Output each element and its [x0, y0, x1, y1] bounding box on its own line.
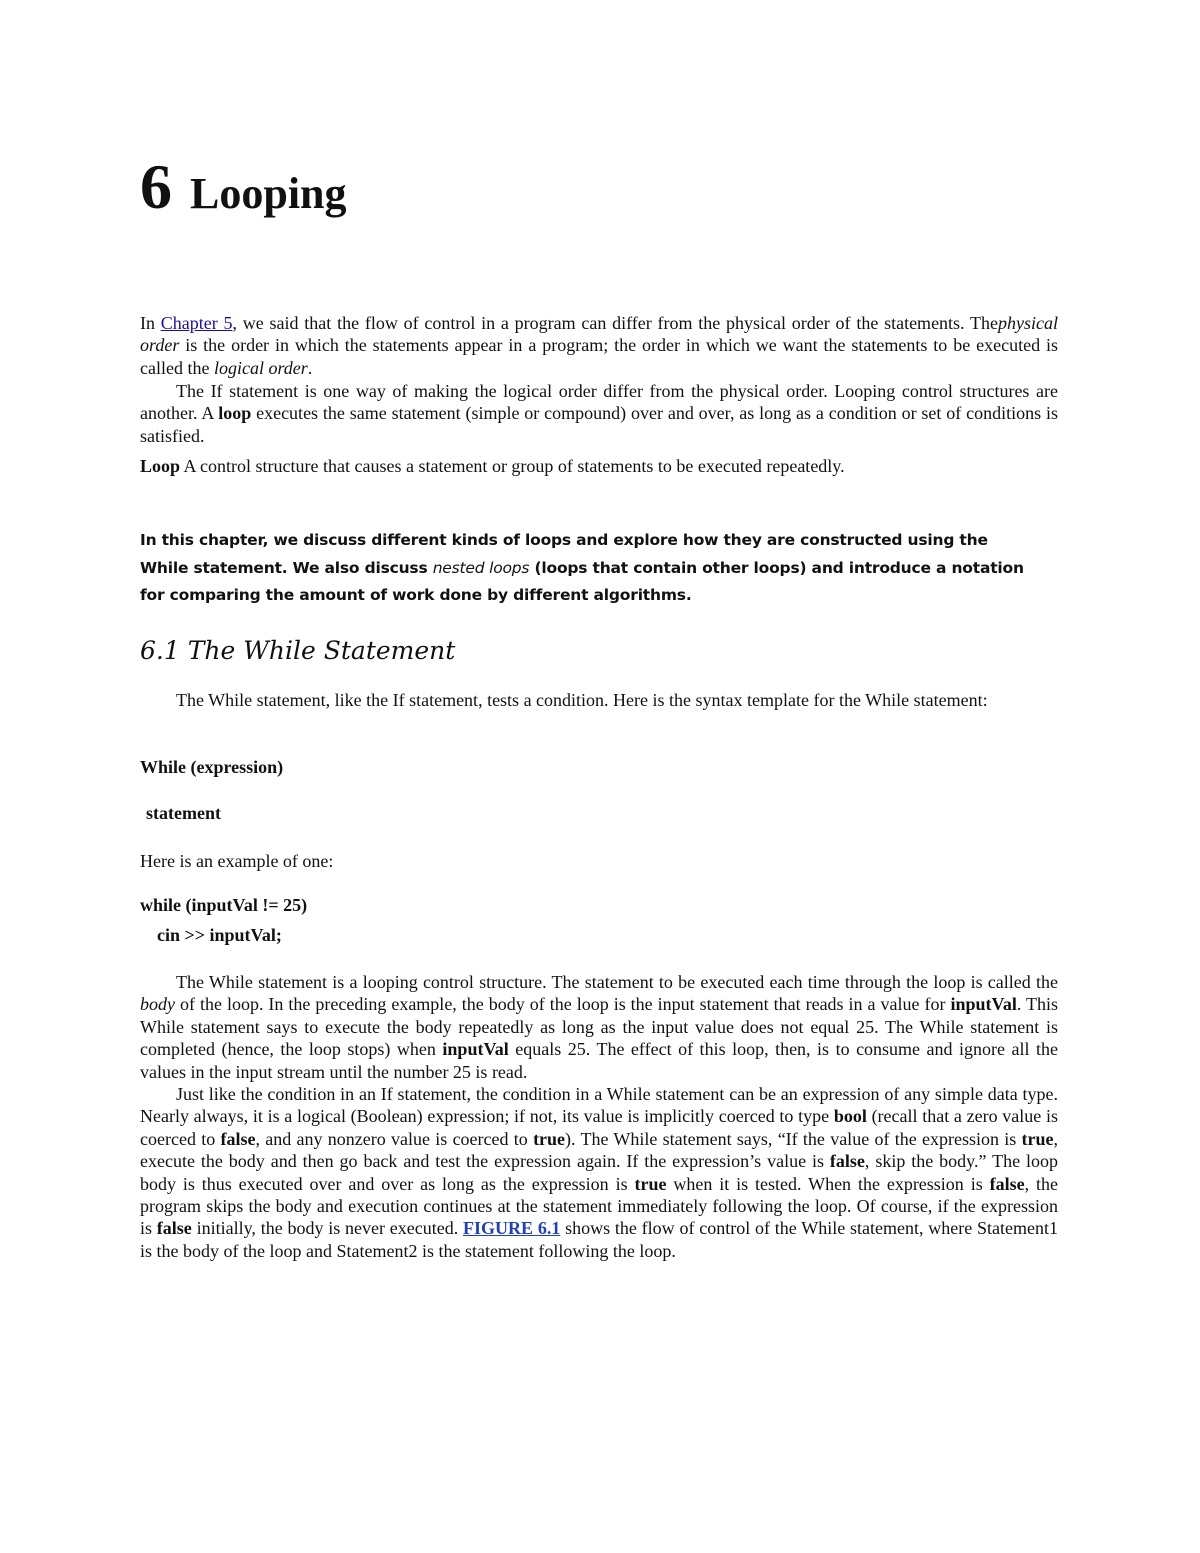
term-body: body: [140, 994, 175, 1015]
var-inputval: inputVal: [442, 1039, 509, 1060]
lead-text: In this chapter, we discuss different kinds of loops and explore how they are constructed using the While statement. We also discuss: [140, 531, 988, 577]
term-nested-loops: nested loops: [432, 558, 530, 577]
definition-text: A control structure that causes a statement or group of statements to be executed repeatedly.: [180, 456, 845, 476]
chapter-lead: [140, 527, 1040, 610]
body-text: . This While statement says to execute the body repeatedly as long as the input value does not equal 25. The While statement is completed (hence, the loop stops) when: [140, 994, 1058, 1060]
chapter-title: [140, 150, 347, 224]
loop-definition: [140, 455, 1058, 477]
keyword-false: false: [156, 1218, 192, 1239]
body-text: The While statement is a looping control structure. The statement to be executed each time through the loop is called the: [176, 972, 1058, 992]
body-text: of the loop. In the preceding example, the body of the loop is the input statement that reads in a value for: [175, 994, 951, 1015]
body-text: Just like the condition in an If statement, the condition in a While statement can be an expression of any simple data type. Nearly always, it is a logical (Boolean) expression; if not, its value is implicitly coerced to type: [140, 1084, 1058, 1127]
intro-text: The If statement is one way of making the logical order differ from the physical order. Looping control structures are another. A: [140, 381, 1058, 424]
keyword-true: true: [634, 1173, 667, 1194]
body-text: , execute the body and then go back and test the expression again. If the expression’s value is: [140, 1128, 1058, 1172]
section-heading: 6.1 The While Statement: [140, 636, 456, 665]
intro-paragraph-1: [140, 312, 1058, 379]
body-text: equals 25. The effect of this loop, then, is to consume and ignore all the values in the input stream until the number 25 is read.: [140, 1039, 1058, 1082]
keyword-true: true: [533, 1128, 566, 1149]
code-line-2: cin >> inputVal;: [157, 925, 282, 945]
keyword-false: false: [989, 1173, 1025, 1194]
intro-text: executes the same statement (simple or compound) over and over, as long as a condition or set of conditions is satisfied.: [140, 403, 1058, 446]
term-physical-order: physical order: [140, 313, 1058, 356]
definition-term: Loop: [140, 456, 181, 476]
chapter-5-link[interactable]: Chapter 5: [160, 313, 233, 333]
code-line-1: while (inputVal != 25): [140, 895, 308, 915]
intro-text: In: [140, 313, 161, 333]
keyword-false: false: [220, 1128, 256, 1149]
body-text: shows the flow of control of the While statement, where Statement1 is the body of the loop and Statement2 is the statement following the loop.: [140, 1218, 1058, 1261]
keyword-bool: bool: [833, 1106, 867, 1127]
intro-text: .: [307, 357, 313, 378]
syntax-line-1: While (expression): [140, 757, 284, 777]
example-intro: Here is an example of one:: [140, 851, 334, 871]
term-logical-order: logical order: [213, 357, 308, 378]
keyword-false: false: [829, 1151, 865, 1172]
lead-text: (loops that contain other loops) and introduce a notation for comparing the amount of work done by different algorithms.: [140, 558, 1024, 605]
intro-paragraph-2: [140, 380, 1058, 447]
var-inputval: inputVal: [950, 994, 1017, 1015]
body-text: ). The While statement says, “If the value of the expression is: [565, 1128, 1022, 1149]
chapter-name: Looping: [190, 169, 347, 218]
body-paragraph-2: [140, 1083, 1058, 1262]
body-text: , and any nonzero value is coerced to: [255, 1128, 534, 1149]
chapter-number: 6: [140, 151, 172, 222]
body-paragraph-1: [140, 971, 1058, 1083]
term-loop: loop: [218, 403, 252, 424]
intro-text: , we said that the flow of control in a program can differ from the physical order of the statements. The: [232, 313, 998, 333]
syntax-line-2: statement: [146, 803, 221, 823]
section-paragraph-1: The While statement, like the If statement, tests a condition. Here is the syntax template for the While statement:: [176, 690, 988, 710]
keyword-true: true: [1021, 1128, 1054, 1149]
body-text: , the program skips the body and execution continues at the statement immediately following the loop. Of course, if the expression is: [140, 1173, 1058, 1239]
intro-text: is the order in which the statements appear in a program; the order in which we want the statements to be executed is called the: [140, 335, 1058, 378]
body-text: when it is tested. When the expression is: [666, 1173, 990, 1194]
body-text: (recall that a zero value is coerced to: [140, 1106, 1058, 1149]
figure-6-1-link[interactable]: FIGURE 6.1: [463, 1218, 561, 1239]
body-text: , skip the body.” The loop body is thus executed over and over as long as the expression is: [140, 1151, 1058, 1194]
body-text: initially, the body is never executed.: [191, 1218, 464, 1239]
